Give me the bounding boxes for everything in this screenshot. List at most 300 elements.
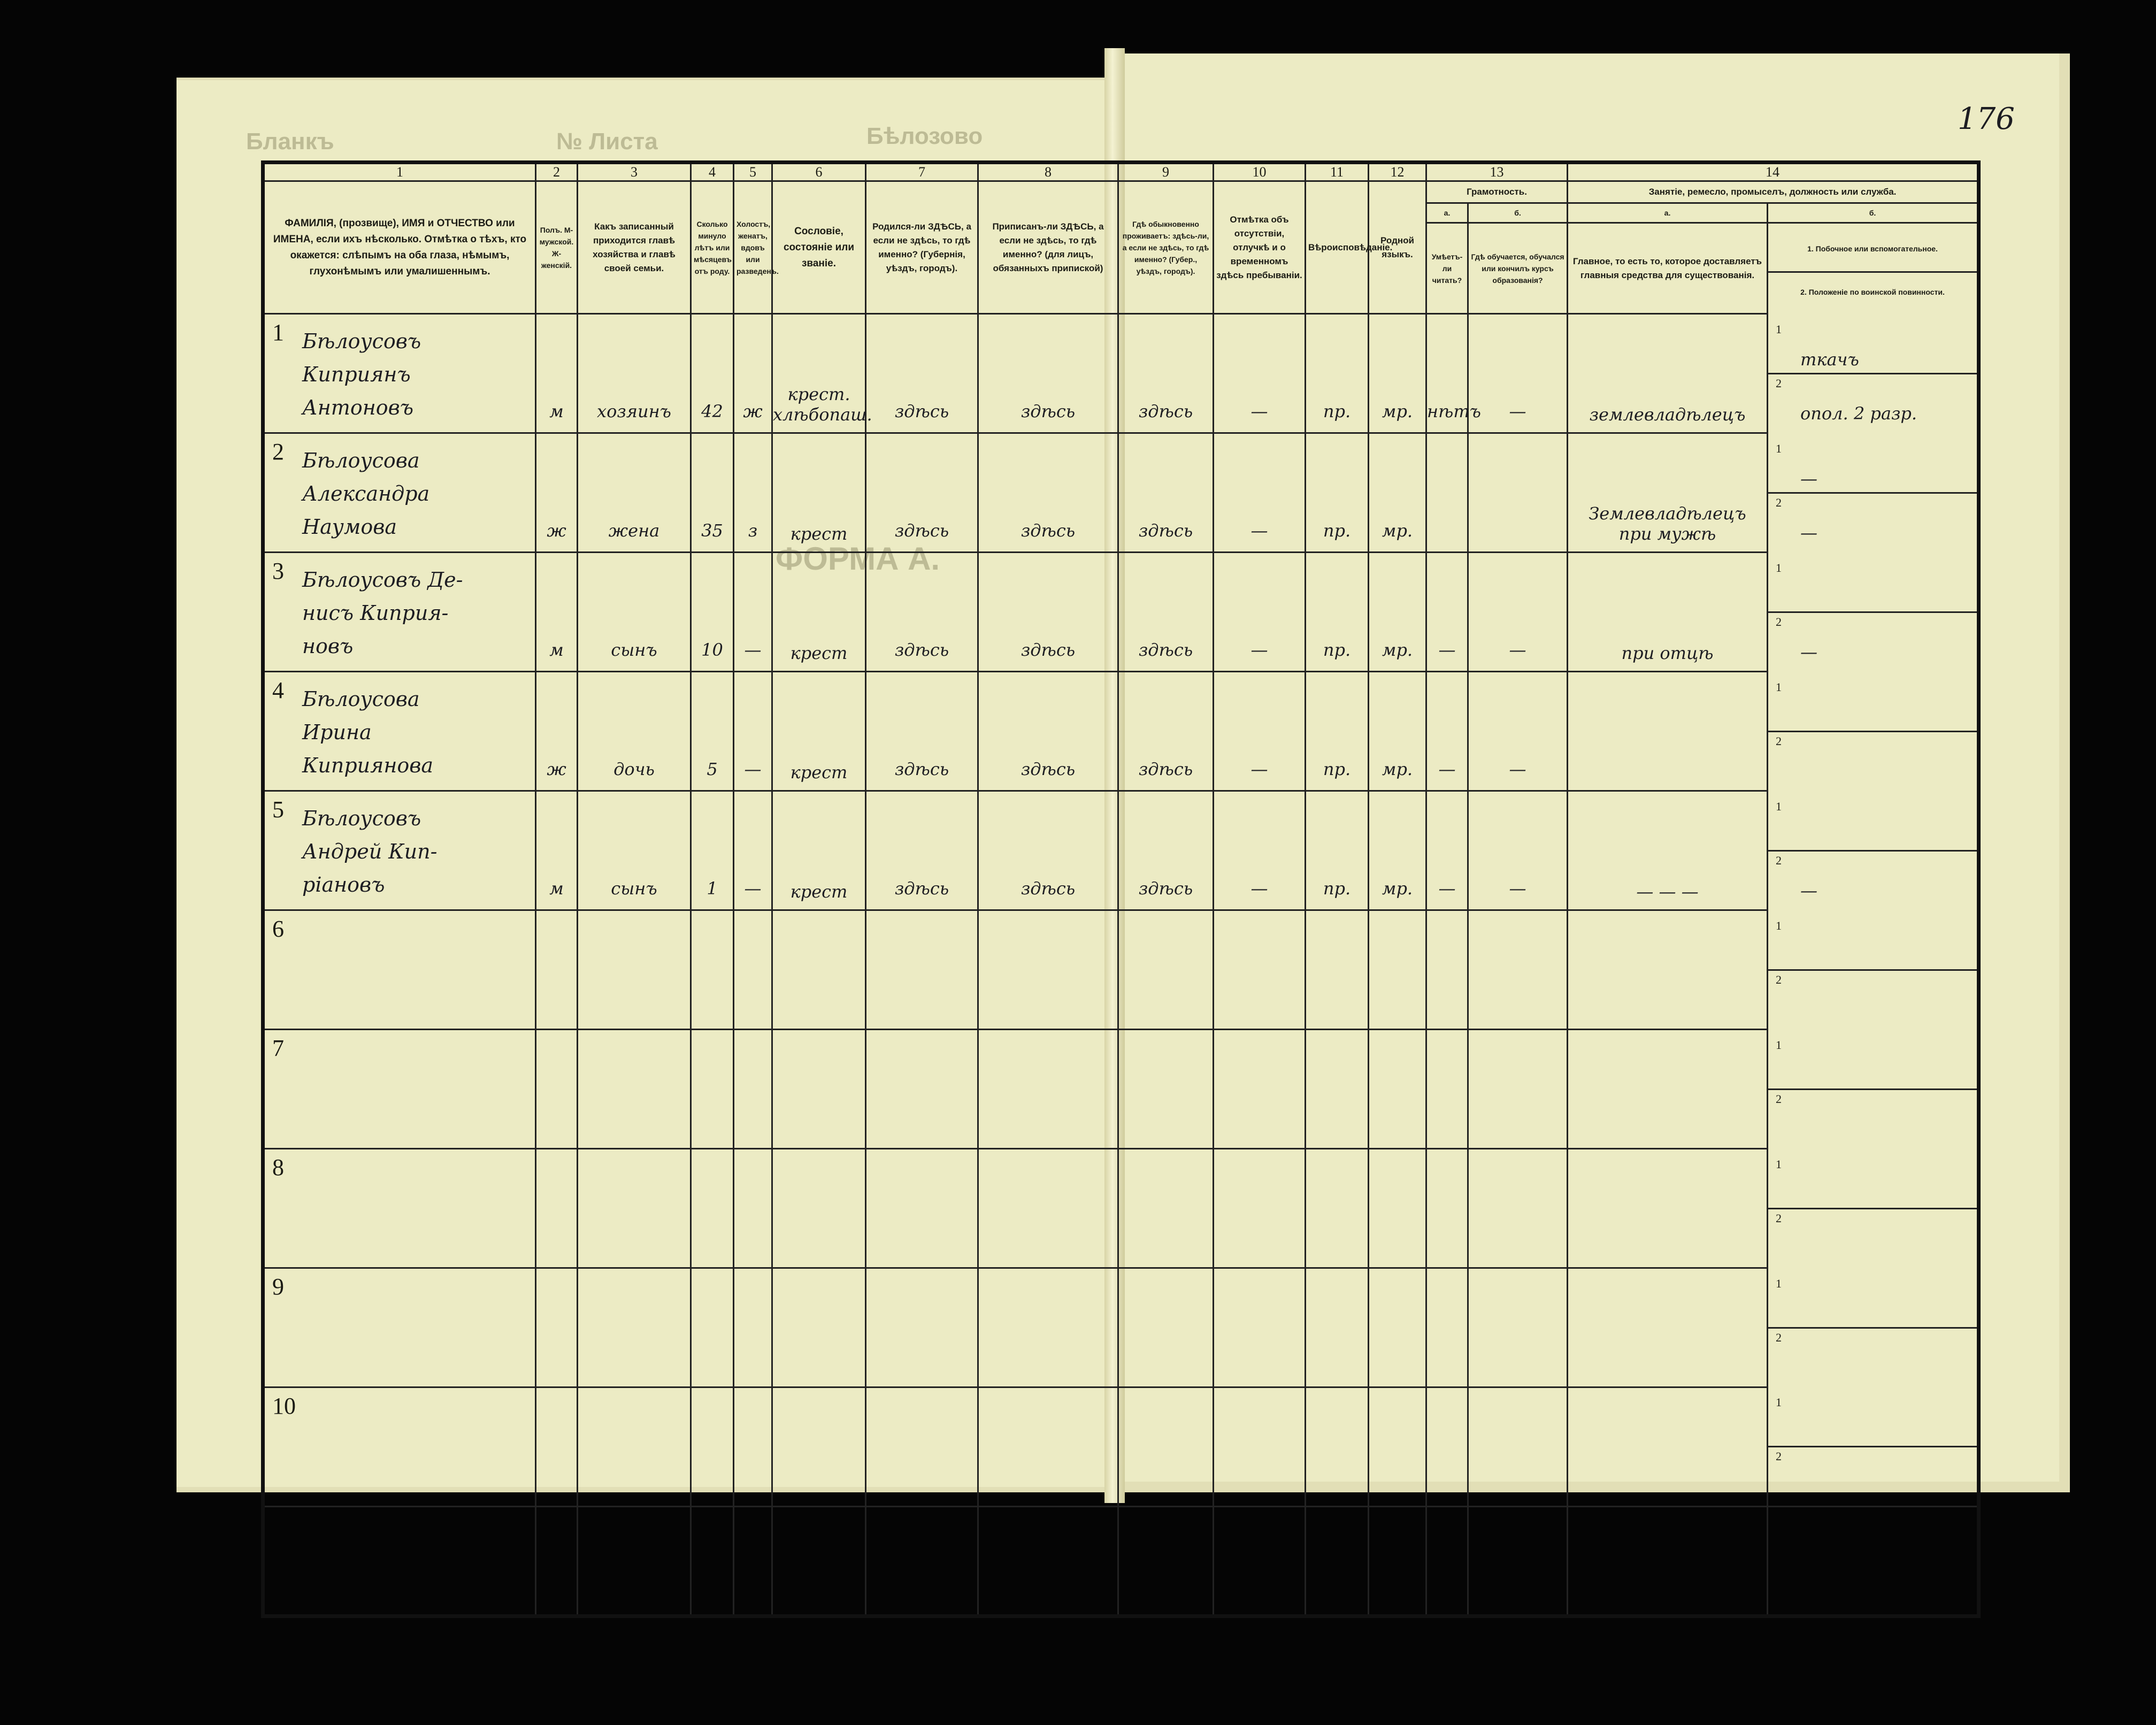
census-row	[263, 433, 1979, 553]
footer-cell	[772, 1507, 866, 1616]
header-main-occupation: Главное, то есть то, которое доставляетъ главныя средства для существованія.	[1568, 223, 1768, 314]
name-cell	[263, 910, 536, 1030]
bleed-text-top-left: Бланкъ	[246, 128, 334, 155]
name-line: Киприянова	[302, 754, 433, 777]
born-cell: здѣсь	[866, 553, 978, 672]
row-number: 3	[272, 558, 284, 584]
estate-cell	[772, 791, 866, 910]
occupation-line: землевладѣлецъ	[1589, 404, 1746, 425]
header-marital: Холостъ, женатъ, вдовъ или разведенъ.	[734, 181, 772, 314]
relation-cell	[578, 1268, 691, 1387]
aux-index: 1	[1776, 1038, 1782, 1052]
sex-cell	[536, 1268, 578, 1387]
sex-cell: м	[536, 553, 578, 672]
name-line: Антоновъ	[302, 396, 414, 419]
estate-cell	[772, 1149, 866, 1268]
col-num-10: 10	[1214, 163, 1306, 181]
registered-cell: здѣсь	[978, 314, 1118, 433]
military-status-text: —	[1800, 880, 1817, 901]
aux-occupation-cell	[1768, 791, 1979, 910]
col-num-13: 13	[1426, 163, 1568, 181]
age-cell: 5	[691, 672, 734, 791]
sex-cell	[536, 910, 578, 1030]
marital-cell: —	[734, 791, 772, 910]
row-number: 8	[272, 1154, 284, 1180]
aux-subrow-1	[1768, 1155, 1977, 1209]
education-cell: —	[1468, 672, 1568, 791]
marital-cell: —	[734, 672, 772, 791]
relation-cell: хозяинъ	[578, 314, 691, 433]
can-read-cell	[1426, 1268, 1468, 1387]
name-cell	[263, 672, 536, 791]
estate-cell	[772, 314, 872, 433]
age-cell: 1	[691, 791, 734, 910]
aux-index: 2	[1776, 972, 1782, 986]
language-cell	[1369, 1030, 1426, 1149]
name-line: ріановъ	[302, 873, 385, 896]
row-number: 9	[272, 1274, 284, 1300]
name-cell	[263, 553, 536, 672]
estate-cell	[772, 553, 866, 672]
aux-index: 1	[1776, 1157, 1782, 1171]
relation-cell	[578, 1149, 691, 1268]
header-education: Гдѣ обучается, обучался или кончилъ курсъ образованія?	[1468, 223, 1568, 314]
aux-subrow-2	[1768, 852, 1977, 904]
header-estate: Сословіе, состояніе или званіе.	[772, 181, 866, 314]
aux-index: 2	[1776, 1092, 1782, 1106]
footer-cell	[536, 1507, 578, 1616]
footer-cell	[866, 1507, 978, 1616]
age-cell	[691, 1387, 734, 1507]
header-absence: Отмѣтка объ отсутствіи, отлучкѣ и о временномъ здѣсь пребываніи.	[1214, 181, 1306, 314]
footer-cell	[1426, 1507, 1468, 1616]
registered-cell: здѣсь	[978, 672, 1118, 791]
occupation-line: Землевладѣлецъ	[1589, 503, 1746, 524]
age-cell	[691, 1268, 734, 1387]
row-number: 7	[272, 1035, 284, 1061]
name-line	[302, 987, 530, 1020]
col-num-7: 7	[866, 163, 978, 181]
header-age: Сколько минуло лѣтъ или мѣсяцевъ отъ роду.	[691, 181, 734, 314]
occupation-line: при мужѣ	[1618, 524, 1716, 544]
born-cell: здѣсь	[866, 791, 978, 910]
aux-subrow-2	[1768, 1447, 1977, 1500]
row-number: 6	[272, 916, 284, 942]
registered-cell: здѣсь	[978, 791, 1118, 910]
census-row	[263, 553, 1979, 672]
can-read-cell	[1426, 433, 1468, 553]
residence-cell: здѣсь	[1118, 314, 1214, 433]
absence-cell: —	[1214, 672, 1306, 791]
residence-cell	[1118, 1387, 1214, 1507]
language-cell: мр.	[1369, 791, 1426, 910]
name-line	[302, 1159, 530, 1192]
absence-cell: —	[1214, 314, 1306, 433]
name-line	[302, 1431, 530, 1464]
aux-index: 1	[1776, 1395, 1782, 1409]
aux-index: 2	[1776, 1211, 1782, 1225]
main-occupation-cell	[1568, 1030, 1768, 1149]
born-cell	[866, 1387, 978, 1507]
registered-cell	[978, 1030, 1118, 1149]
header-aux-2: 2. Положеніе по воинской повинности.	[1800, 287, 1945, 296]
absence-cell: —	[1214, 791, 1306, 910]
census-row	[263, 1268, 1979, 1387]
can-read-cell	[1426, 910, 1468, 1030]
sex-cell: ж	[536, 433, 578, 553]
age-cell	[691, 910, 734, 1030]
header-residence: Гдѣ обыкновенно проживаетъ: здѣсь-ли, а если не здѣсь, то гдѣ именно? (Губер., уѣздъ, городъ).	[1118, 181, 1214, 314]
aux-subrow-1	[1768, 440, 1977, 494]
name-line: Бѣлоусова	[302, 449, 420, 472]
footer-cell	[1369, 1507, 1426, 1616]
name-line	[302, 1225, 530, 1259]
aux-index: 1	[1776, 1276, 1782, 1290]
census-row	[263, 1030, 1979, 1149]
col-num-11: 11	[1306, 163, 1369, 181]
education-cell	[1468, 1387, 1568, 1507]
header-occupation-b-label: б.	[1768, 203, 1979, 223]
name-line	[302, 1106, 530, 1139]
aux-subrow-1	[1768, 917, 1977, 971]
sex-cell	[536, 1149, 578, 1268]
education-cell	[1468, 433, 1568, 553]
header-sex: Полъ. М-мужской. Ж-женскій.	[536, 181, 578, 314]
census-row	[263, 314, 1979, 433]
estate-line: крест.	[787, 384, 850, 404]
footer-cell	[1118, 1507, 1214, 1616]
aux-subrow-2	[1768, 613, 1977, 665]
main-occupation-cell	[1568, 1149, 1768, 1268]
name-cell	[263, 791, 536, 910]
name-cell	[263, 433, 536, 553]
name-line: Киприянъ	[302, 363, 411, 386]
marital-cell	[734, 1268, 772, 1387]
name-line	[302, 1073, 530, 1106]
col-num-12: 12	[1369, 163, 1426, 181]
aux-subrow-1	[1768, 1393, 1977, 1447]
aux-index: 1	[1776, 441, 1782, 455]
language-cell: мр.	[1369, 672, 1426, 791]
absence-cell	[1214, 1149, 1306, 1268]
name-line	[302, 1278, 530, 1312]
aux-index: 2	[1776, 495, 1782, 509]
absence-cell: —	[1214, 553, 1306, 672]
estate-cell	[772, 910, 866, 1030]
can-read-cell	[1426, 1030, 1468, 1149]
name-line: Александра	[302, 482, 430, 505]
aux-occupation-cell	[1768, 314, 1979, 433]
aux-subrow-1	[1768, 559, 1977, 613]
name-line	[302, 1040, 530, 1073]
aux-subrow-2	[1768, 1209, 1977, 1262]
estate-cell	[772, 1030, 866, 1149]
census-row	[263, 1149, 1979, 1268]
row-number: 10	[272, 1393, 296, 1419]
can-read-cell: нѣтъ	[1426, 314, 1468, 433]
residence-cell: здѣсь	[1118, 791, 1214, 910]
aux-occupation-cell	[1768, 910, 1979, 1030]
language-cell: мр.	[1369, 553, 1426, 672]
residence-cell	[1118, 1149, 1214, 1268]
education-cell	[1468, 1268, 1568, 1387]
language-cell: мр.	[1369, 314, 1426, 433]
marital-cell: з	[734, 433, 772, 553]
col-num-2: 2	[536, 163, 578, 181]
sex-cell	[536, 1387, 578, 1507]
aux-subrow-2	[1768, 971, 1977, 1023]
born-cell: здѣсь	[866, 314, 978, 433]
aux-index: 1	[1776, 322, 1782, 336]
main-occupation-cell	[1568, 314, 1768, 433]
name-line	[302, 1398, 530, 1431]
marital-cell: —	[734, 553, 772, 672]
name-cell	[263, 1149, 536, 1268]
name-line	[302, 1312, 530, 1345]
name-line: Бѣлоусовъ	[302, 329, 421, 353]
name-cell	[263, 314, 536, 433]
header-religion: Вѣроисповѣданіе.	[1306, 181, 1369, 314]
age-cell: 42	[691, 314, 734, 433]
residence-cell	[1118, 910, 1214, 1030]
relation-cell	[578, 1387, 691, 1507]
relation-cell	[578, 910, 691, 1030]
header-language: Родной языкъ.	[1369, 181, 1426, 314]
header-registered: Приписанъ-ли ЗДѢСЬ, а если не здѣсь, то гдѣ именно? (для лицъ, обязанныхъ припиской)	[978, 181, 1118, 314]
relation-cell	[578, 1030, 691, 1149]
col-num-3: 3	[578, 163, 691, 181]
education-cell: —	[1468, 791, 1568, 910]
header-literacy-b-label: б.	[1468, 203, 1568, 223]
can-read-cell	[1426, 1149, 1468, 1268]
religion-cell: пр.	[1306, 553, 1369, 672]
main-occupation-cell	[1568, 910, 1768, 1030]
main-occupation-cell	[1568, 553, 1768, 672]
sex-cell: м	[536, 791, 578, 910]
footer-cell	[263, 1507, 536, 1616]
registered-cell	[978, 1387, 1118, 1507]
language-cell	[1369, 1387, 1426, 1507]
census-table	[261, 160, 1981, 1618]
military-status-text: —	[1800, 641, 1817, 662]
main-occupation-cell	[1568, 791, 1768, 910]
census-row	[263, 1387, 1979, 1507]
religion-cell: пр.	[1306, 672, 1369, 791]
sex-cell	[536, 1030, 578, 1149]
sex-cell: ж	[536, 672, 578, 791]
name-line	[302, 954, 530, 987]
row-number: 4	[272, 677, 284, 703]
census-row	[263, 672, 1979, 791]
header-aux-cell	[1768, 223, 1979, 314]
footer-cell	[578, 1507, 691, 1616]
religion-cell: пр.	[1306, 314, 1369, 433]
age-cell: 35	[691, 433, 734, 553]
marital-cell	[734, 910, 772, 1030]
age-cell	[691, 1030, 734, 1149]
aux-index: 2	[1776, 1330, 1782, 1344]
born-cell: здѣсь	[866, 672, 978, 791]
header-aux-1: 1. Побочное или вспомогательное.	[1768, 226, 1977, 273]
bleed-text-top-mid: № Листа	[556, 128, 658, 155]
aux-subrow-2	[1768, 1090, 1977, 1143]
main-occupation-cell	[1568, 1387, 1768, 1507]
education-cell	[1468, 1030, 1568, 1149]
main-occupation-cell	[1568, 433, 1768, 553]
can-read-cell: —	[1426, 553, 1468, 672]
aux-index: 2	[1776, 853, 1782, 867]
name-line: новъ	[302, 634, 354, 658]
name-line: Бѣлоусовъ	[302, 807, 421, 830]
residence-cell: здѣсь	[1118, 553, 1214, 672]
aux-subrow-1	[1768, 1275, 1977, 1329]
absence-cell	[1214, 1268, 1306, 1387]
military-status-text: —	[1800, 522, 1817, 543]
absence-cell: —	[1214, 433, 1306, 553]
can-read-cell: —	[1426, 791, 1468, 910]
col-num-14: 14	[1568, 163, 1979, 181]
header-occupation: Занятіе, ремесло, промыселъ, должность или служба.	[1568, 181, 1979, 203]
footer-cell	[1568, 1507, 1768, 1616]
absence-cell	[1214, 1387, 1306, 1507]
bleed-text-form: ФОРМА А.	[776, 541, 940, 577]
registered-cell	[978, 1268, 1118, 1387]
residence-cell	[1118, 1268, 1214, 1387]
can-read-cell	[1426, 1387, 1468, 1507]
col-num-8: 8	[978, 163, 1118, 181]
residence-cell: здѣсь	[1118, 433, 1214, 553]
census-row	[263, 910, 1979, 1030]
relation-cell: сынъ	[578, 791, 691, 910]
marital-cell	[734, 1387, 772, 1507]
name-cell	[263, 1387, 536, 1507]
name-line: Бѣлоусовъ Де-	[302, 568, 463, 592]
aux-occupation-cell	[1768, 672, 1979, 791]
occupation-line: при отцѣ	[1621, 643, 1714, 663]
main-occupation-cell	[1568, 1268, 1768, 1387]
col-num-1: 1	[263, 163, 536, 181]
age-cell: 10	[691, 553, 734, 672]
col-num-6: 6	[772, 163, 866, 181]
name-line: Ирина	[302, 720, 372, 744]
name-cell	[263, 1268, 536, 1387]
col-num-5: 5	[734, 163, 772, 181]
aux-subrow-2	[1768, 1329, 1977, 1381]
name-line	[302, 1464, 530, 1497]
relation-cell: сынъ	[578, 553, 691, 672]
registered-cell: здѣсь	[978, 433, 1118, 553]
aux-occupation-cell	[1768, 1268, 1979, 1387]
registered-cell: здѣсь	[978, 553, 1118, 672]
aux-occupation-cell	[1768, 1030, 1979, 1149]
aux-subrow-1	[1768, 320, 1977, 374]
language-cell	[1369, 1149, 1426, 1268]
aux-index: 2	[1776, 376, 1782, 390]
aux-occupation-cell	[1768, 553, 1979, 672]
aux-index: 2	[1776, 1449, 1782, 1463]
name-cell	[263, 1030, 536, 1149]
aux-subrow-2	[1768, 732, 1977, 785]
footer-cell	[1214, 1507, 1306, 1616]
estate-cell	[772, 433, 866, 553]
aux-subrow-1	[1768, 1036, 1977, 1090]
marital-cell	[734, 1030, 772, 1149]
row-number: 1	[272, 319, 284, 346]
education-cell: —	[1468, 314, 1568, 433]
header-literacy-a-label: а.	[1426, 203, 1468, 223]
name-line: Андрей Кип-	[302, 840, 438, 863]
religion-cell	[1306, 1030, 1369, 1149]
column-number-row	[263, 163, 1979, 181]
marital-cell: ж	[734, 314, 772, 433]
religion-cell	[1306, 1268, 1369, 1387]
aux-subrow-1	[1768, 798, 1977, 852]
table-footer-row	[263, 1507, 1979, 1616]
education-cell	[1468, 910, 1568, 1030]
occupation-line: — — —	[1636, 881, 1699, 902]
aux-index: 2	[1776, 734, 1782, 748]
footer-cell	[978, 1507, 1118, 1616]
relation-cell: дочь	[578, 672, 691, 791]
header-row-top	[263, 181, 1979, 203]
relation-cell: жена	[578, 433, 691, 553]
estate-line: крест	[790, 524, 848, 544]
religion-cell	[1306, 1149, 1369, 1268]
col-num-9: 9	[1118, 163, 1214, 181]
aux-occupation-cell	[1768, 1149, 1979, 1268]
aux-index: 2	[1776, 615, 1782, 628]
born-cell: здѣсь	[866, 433, 978, 553]
aux-occupation-cell	[1768, 1387, 1979, 1507]
estate-line: крест	[790, 643, 848, 663]
header-literacy: Грамотность.	[1426, 181, 1568, 203]
estate-line: крест	[790, 881, 848, 902]
row-number: 5	[272, 796, 284, 823]
aux-subrow-1	[1768, 678, 1977, 732]
sex-cell: м	[536, 314, 578, 433]
footer-cell	[1306, 1507, 1369, 1616]
census-row	[263, 791, 1979, 910]
aux-occupation-text: —	[1800, 468, 1817, 489]
footer-cell	[1468, 1507, 1568, 1616]
religion-cell: пр.	[1306, 791, 1369, 910]
born-cell	[866, 1149, 978, 1268]
name-line: Бѣлоусова	[302, 687, 420, 711]
aux-index: 1	[1776, 680, 1782, 694]
estate-cell	[772, 1268, 866, 1387]
born-cell	[866, 1268, 978, 1387]
estate-cell	[772, 672, 866, 791]
residence-cell	[1118, 1030, 1214, 1149]
bleed-text-top-right: Бѣлозово	[866, 123, 983, 149]
language-cell: мр.	[1369, 433, 1426, 553]
name-line	[302, 921, 530, 954]
can-read-cell: —	[1426, 672, 1468, 791]
marital-cell	[734, 1149, 772, 1268]
aux-index: 1	[1776, 561, 1782, 574]
header-occupation-a-label: а.	[1568, 203, 1768, 223]
language-cell	[1369, 1268, 1426, 1387]
page-number: 176	[1958, 102, 2015, 136]
born-cell	[866, 1030, 978, 1149]
language-cell	[1369, 910, 1426, 1030]
header-relation: Какъ записанный приходится главѣ хозяйства и главѣ своей семьи.	[578, 181, 691, 314]
religion-cell	[1306, 1387, 1369, 1507]
footer-cell	[691, 1507, 734, 1616]
religion-cell: пр.	[1306, 433, 1369, 553]
name-line	[302, 1345, 530, 1378]
header-born: Родился-ли ЗДѢСЬ, а если не здѣсь, то гдѣ именно? (Губернія, уѣздъ, городъ).	[866, 181, 978, 314]
